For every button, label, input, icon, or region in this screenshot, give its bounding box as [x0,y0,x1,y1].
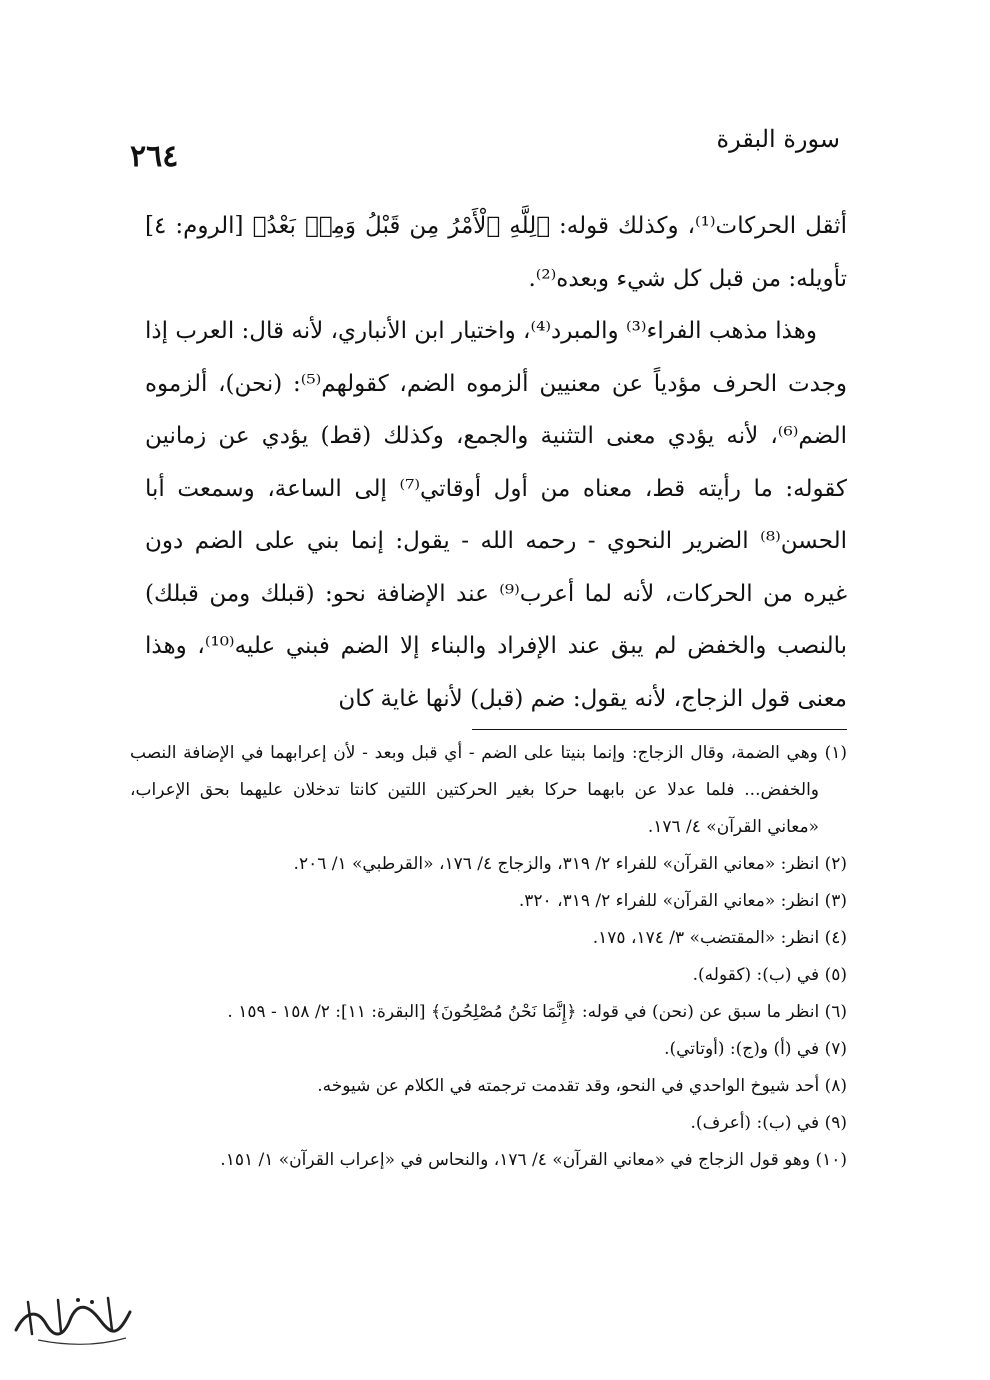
footnote: (١٠) وهو قول الزجاج في «معاني القرآن» ٤/ ١٧٦، والنحاس في «إعراب القرآن» ١/ ١٥١. [220,1150,847,1170]
footnote: (٢) انظر: «معاني القرآن» للفراء ٢/ ٣١٩، والزجاج ٤/ ١٧٦، «القرطبي» ١/ ٢٠٦. [293,854,847,874]
main-paragraph: وهذا مذهب الفراء⁽³⁾ والمبرد⁽⁴⁾، واختيار ابن الأنباري، لأنه قال: العرب إذا وجدت الحرف مؤدياً عن معنيين ألزموه الضم، كقولهم⁽⁵⁾: (نحن)، ألزموه الضم⁽⁶⁾، لأنه يؤدي معنى التثنية والجمع، وكذلك (قط) يؤدي عن زمانين كقوله: ما رأيته قط، معناه من أول أوقاتي⁽⁷⁾ إلى الساعة، وسمعت أبا الحسن⁽⁸⁾ الضرير النحوي - رحمه الله - يقول: إنما بني على الضم دون غيره من الحركات، لأنه لما أعرب⁽⁹⁾ عند الإضافة نحو: (قبلك ومن قبلك) بالنصب والخفض لم يبق عند الإفراد والبناء إلا الضم فبني عليه⁽¹⁰⁾، وهذا معنى قول الزجاج، لأنه يقول: ضم (قبل) لأنها غاية كان [145,318,848,712]
footnote: (٩) في (ب): (أعرف). [690,1113,847,1133]
footnote: (٧) في (أ) و(ج): (أوتاتي). [664,1039,847,1059]
footnote: (٣) انظر: «معاني القرآن» للفراء ٢/ ٣١٩، ٣٢٠. [518,891,847,911]
page-number: ٢٦٤ [130,139,179,174]
calligraphy-logo-icon [8,1290,138,1350]
footnote: (١) وهي الضمة، وقال الزجاج: وإنما بنيتا على الضم - أي قبل وبعد - لأن إعرابهما في الإضافة النصب والخفض... فلما عدلا عن بابهما حركا بغير الحركتين اللتين كانتا تدخلان عليهما بحق الإعراب، «معاني القرآن» ٤/ ١٧٦. [130,743,847,837]
surah-title: سورة البقرة [716,125,840,153]
footnote: (٨) أحد شيوخ الواحدي في النحو، وقد تقدمت ترجمته في الكلام عن شيوخه. [317,1076,847,1096]
main-text [145,200,847,725]
footnote-divider [472,729,847,730]
footnote: (٥) في (ب): (كقوله). [692,965,847,985]
main-paragraph: أثقل الحركات⁽¹⁾، وكذلك قوله: ﴿لِلَّهِ ٱلْأَمْرُ مِن قَبْلُ وَمِنۢ بَعْدُ﴾ [الروم: ٤] تأويله: من قبل كل شيء وبعده⁽²⁾. [145,213,847,292]
watermark-logo [8,1290,138,1350]
page-header [130,125,840,175]
footnotes [130,735,847,1179]
footnote: (٤) انظر: «المقتضب» ٣/ ١٧٤، ١٧٥. [592,928,847,948]
footnote: (٦) انظر ما سبق عن (نحن) في قوله: ﴿إِنَّمَا نَحْنُ مُصْلِحُونَ﴾ [البقرة: ١١]: ٢/ ١٥٨ - ١٥٩ . [227,1002,847,1022]
